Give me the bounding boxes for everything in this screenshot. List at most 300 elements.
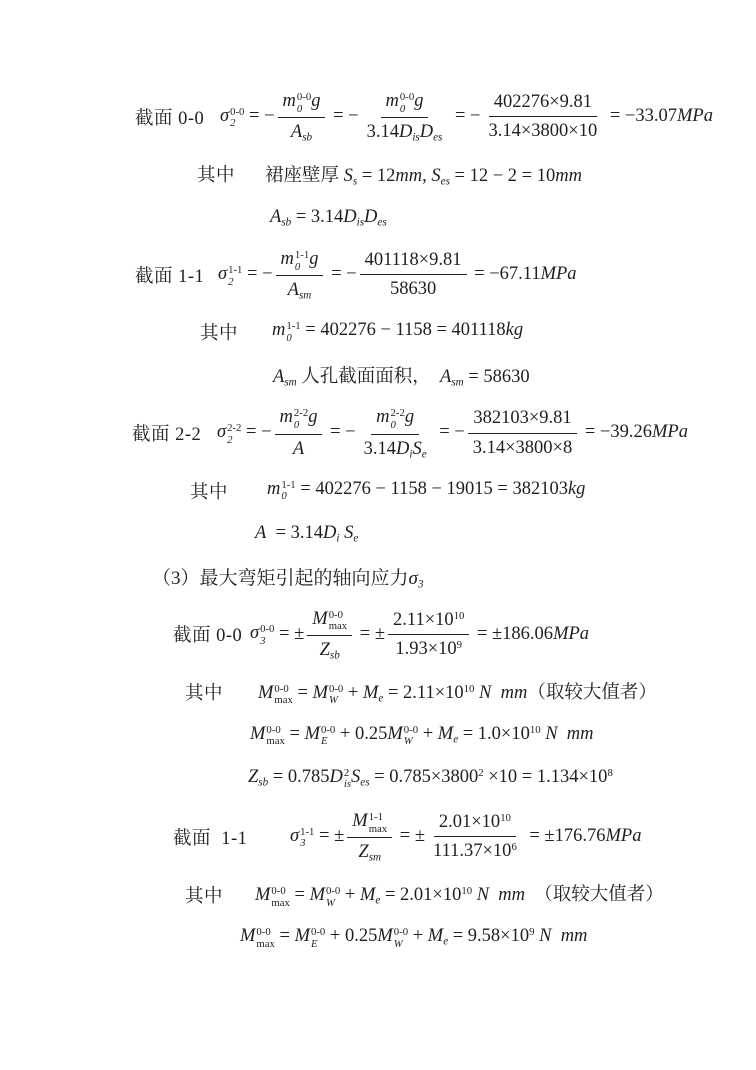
math-script-stack [295, 250, 309, 273]
math-text: = − [450, 105, 481, 126]
fraction-numerator [307, 606, 352, 636]
math-variable: m [385, 91, 399, 111]
math-text: 402276×9.81 [493, 92, 593, 113]
math-script-stack [230, 107, 244, 130]
math-subscript: max [368, 822, 388, 835]
math-subscript: sb [258, 776, 269, 789]
math-subscript: is [412, 131, 420, 144]
math-subscript: sm [284, 376, 297, 389]
math-variable-scripted [267, 478, 296, 503]
math-script-stack [329, 610, 347, 633]
math-text: 1.93×10 [395, 638, 457, 659]
math-subscript: 3 [260, 635, 266, 648]
fraction-numerator [468, 405, 576, 433]
math-superscript: 0-0 [266, 723, 281, 736]
math-variable: m [282, 91, 296, 111]
fraction-numerator [347, 808, 392, 838]
formula [220, 88, 713, 145]
math-script-stack [256, 927, 274, 950]
math-subscript: sb [281, 216, 292, 229]
math-variable: MPa [652, 422, 688, 443]
math-variable: M [304, 723, 320, 744]
formula [250, 606, 589, 663]
math-subscript: sm [451, 376, 464, 389]
math-subscript: e [353, 532, 359, 545]
math-variable: D [398, 122, 413, 143]
math-fraction [278, 88, 326, 145]
math-text: = − [434, 422, 465, 443]
math-text: = 3.14 [291, 206, 344, 227]
math-variable: M [427, 926, 444, 947]
math-variable: kg [567, 478, 586, 499]
math-subscript: i [409, 448, 413, 461]
math-subscript: sb [302, 131, 313, 144]
math-text: = 1.0×10 [458, 723, 530, 744]
math-script-stack [369, 812, 387, 835]
formula [270, 207, 387, 228]
math-fraction [362, 88, 448, 145]
math-text: = 2.11×10 [383, 682, 464, 703]
math-text: 2.01×10 [438, 812, 501, 833]
math-text: = − [325, 422, 356, 443]
math-text: = ± [355, 623, 385, 644]
math-script-stack [300, 827, 314, 850]
equation-row [0, 880, 756, 909]
math-superscript: 0-0 [230, 105, 245, 118]
math-variable: g [311, 91, 321, 111]
math-script-stack [311, 927, 325, 950]
math-text: + 0.25 [335, 723, 388, 744]
math-subscript: sm [298, 289, 312, 302]
math-variable: S [344, 523, 354, 544]
fraction-denominator [288, 435, 309, 462]
math-variable: M [352, 810, 368, 831]
math-text: 382103×9.81 [473, 408, 572, 429]
math-subscript: W [326, 896, 335, 909]
formula [272, 320, 523, 344]
fraction-denominator [353, 838, 386, 865]
math-text: = 2.01×10 [380, 885, 462, 906]
math-subscript: i [336, 532, 340, 545]
document-body [0, 88, 756, 952]
math-variable: M [362, 682, 379, 703]
equation-row [0, 88, 756, 145]
math-subscript: max [328, 620, 348, 633]
math-variable: σ [408, 568, 418, 590]
math-variable: M [387, 723, 403, 744]
math-superscript: 2-2 [293, 407, 309, 420]
math-text: 58630 [389, 279, 437, 300]
math-text: 3.14 [363, 438, 396, 459]
math-variable: M [437, 723, 454, 744]
math-subscript: e [443, 935, 449, 948]
math-fraction [276, 246, 324, 303]
math-script-stack [294, 408, 308, 431]
formula [273, 362, 530, 388]
fraction-denominator [359, 435, 432, 462]
equation-row [0, 246, 756, 303]
math-subscript: es [360, 776, 370, 789]
math-subscript: es [433, 131, 443, 144]
formula [240, 926, 587, 950]
math-text: 401118×9.81 [364, 250, 462, 271]
math-text: + [340, 885, 360, 906]
fraction-denominator [390, 635, 467, 662]
math-subscript: 2 [228, 275, 234, 288]
math-superscript: 0-0 [256, 926, 271, 939]
math-superscript: 1-1 [300, 825, 315, 838]
math-fraction [359, 404, 432, 461]
math-text: = [274, 926, 295, 947]
math-superscript: 1-1 [281, 478, 296, 491]
equation-row [0, 765, 756, 793]
math-text: + [343, 682, 363, 703]
math-variable: D [329, 766, 343, 787]
math-variable: g [308, 407, 318, 428]
math-variable: M [309, 885, 325, 906]
math-text: = ± [274, 623, 305, 644]
fraction-numerator [360, 247, 467, 275]
math-variable: A [287, 280, 299, 301]
math-text: = 12 [357, 166, 396, 187]
math-script-stack [271, 886, 289, 909]
equation-row [0, 808, 756, 865]
math-superscript: 0-0 [399, 91, 415, 103]
fraction-denominator [468, 434, 578, 461]
math-subscript: W [329, 694, 338, 707]
equation-row [0, 722, 756, 750]
formula [265, 161, 582, 187]
math-subscript: sm [368, 851, 382, 864]
equation-row [0, 477, 756, 505]
math-variable: σ [218, 264, 228, 285]
math-variable: m [267, 478, 281, 499]
math-text: = − [244, 105, 275, 126]
math-text: 2.11×10 [393, 609, 454, 630]
math-text: （取较大值者） [527, 682, 657, 703]
section-heading-row [0, 563, 756, 591]
equation-row [0, 318, 756, 346]
math-variable: M [377, 926, 393, 947]
math-superscript: 1-1 [294, 249, 310, 262]
math-text: = 0.785 [268, 766, 330, 787]
equation-label: 截面 0-0 [135, 108, 205, 129]
math-fraction [275, 404, 323, 461]
math-variable-scripted [218, 264, 243, 288]
math-text: 111.37×10 [433, 841, 512, 862]
math-variable: MPa [605, 825, 642, 846]
math-text: （取较大值者） [525, 885, 664, 906]
fraction-denominator [385, 275, 441, 302]
math-text: = − [328, 105, 359, 126]
equation-label: 其中 [185, 886, 224, 907]
math-variable-scripted [312, 682, 344, 707]
math-variable: N mm [474, 682, 528, 703]
math-variable: σ [217, 422, 227, 443]
math-superscript: 1-1 [368, 810, 383, 823]
math-variable: Z [358, 842, 369, 863]
math-variable: kg [505, 320, 524, 341]
formula [258, 678, 657, 707]
fraction-numerator [275, 404, 323, 434]
math-variable: D [343, 206, 357, 227]
equation-label: 截面 1-1 [173, 828, 248, 849]
math-exponent: 8 [607, 767, 613, 779]
math-text: = −39.26 [580, 422, 652, 443]
math-exponent: 6 [511, 841, 517, 854]
math-subscript: E [321, 735, 328, 748]
math-variable: m [272, 320, 286, 341]
math-fraction [428, 809, 522, 864]
math-script-stack [326, 886, 340, 909]
math-variable: M [294, 926, 310, 947]
math-subscript: e [453, 733, 459, 746]
math-subscript: W [393, 937, 403, 950]
math-variable: Z [319, 639, 330, 660]
math-text: = ± [395, 825, 425, 846]
math-variable-scripted [387, 723, 419, 748]
math-variable: M [359, 885, 376, 906]
math-variable: A [292, 438, 305, 459]
math-subscript: max [274, 694, 293, 707]
math-script-stack [260, 624, 274, 647]
math-variable: N mm [534, 926, 588, 947]
equation-label: 截面 0-0 [173, 626, 243, 647]
math-variable-scripted [280, 249, 310, 273]
math-text: , [422, 166, 432, 187]
math-variable: A [440, 367, 452, 388]
math-text: 3.14×3800×8 [472, 437, 573, 458]
math-text: = −67.11 [469, 264, 541, 285]
math-variable: M [240, 926, 256, 947]
math-superscript: 2-2 [390, 407, 405, 420]
section-heading-text [152, 563, 424, 590]
fraction-denominator [484, 117, 603, 144]
math-variable-scripted [282, 91, 312, 115]
math-text: = [292, 682, 313, 703]
math-superscript: 0-0 [403, 723, 419, 736]
math-variable-scripted [376, 407, 405, 431]
math-subscript: es [377, 216, 387, 229]
formula [290, 808, 641, 865]
math-text: = − [326, 264, 357, 285]
math-text: 3.14 [366, 122, 399, 143]
math-superscript: 0-0 [311, 926, 326, 939]
math-text: = 0.785×3800 [369, 766, 479, 787]
math-text: + 0.25 [325, 926, 378, 947]
math-variable: S [412, 438, 422, 459]
math-superscript: 2 [343, 766, 350, 779]
math-variable-scripted [220, 105, 245, 130]
math-superscript: 1-1 [286, 320, 301, 333]
formula [248, 767, 613, 791]
math-variable: mm [395, 166, 423, 187]
math-fraction [388, 607, 469, 662]
math-variable-scripted [377, 926, 409, 950]
math-subscript: 0 [294, 260, 301, 273]
math-superscript: 0-0 [321, 723, 336, 736]
math-script-stack [286, 321, 300, 344]
math-variable-scripted [309, 885, 341, 909]
fraction-numerator [489, 89, 597, 117]
fraction-numerator [434, 809, 516, 837]
formula [217, 404, 688, 461]
math-subscript: 3 [300, 837, 306, 850]
fraction-denominator [315, 636, 345, 663]
math-variable: M [250, 723, 266, 744]
math-text: 裙座壁厚 [265, 166, 344, 187]
fraction-denominator [428, 837, 522, 864]
fraction-numerator [381, 88, 429, 118]
equation-row [0, 678, 756, 707]
math-variable: M [255, 885, 271, 906]
math-subscript: is [343, 778, 352, 791]
math-subscript: 3 [417, 578, 424, 591]
equation-label: 其中 [185, 684, 224, 705]
math-superscript: 2-2 [227, 422, 242, 435]
math-variable: m [279, 407, 293, 428]
math-text: = [284, 723, 305, 744]
math-variable: M [258, 682, 274, 703]
fraction-numerator [276, 246, 324, 276]
math-variable-scripted [290, 825, 315, 850]
math-text: 3.14×3800×10 [488, 121, 598, 142]
math-variable: σ [250, 623, 260, 644]
math-superscript: 0-0 [326, 885, 341, 898]
math-variable: g [309, 249, 319, 270]
math-superscript: 0-0 [393, 926, 409, 939]
math-exponent: 10 [463, 682, 475, 695]
equation-row [0, 520, 756, 548]
math-subscript: 0 [399, 102, 406, 115]
math-text: + [418, 723, 438, 744]
math-subscript: 0 [296, 102, 303, 115]
math-variable: N mm [472, 885, 525, 906]
math-text: = 12 − 2 = 10 [449, 166, 556, 187]
math-variable: m [280, 249, 294, 270]
math-variable: mm [555, 166, 582, 187]
math-script-stack [321, 725, 335, 748]
equation-row [0, 404, 756, 461]
math-subscript: max [266, 735, 285, 748]
math-subscript: E [311, 937, 318, 950]
math-fraction [360, 247, 467, 302]
math-subscript: 0 [281, 490, 287, 503]
formula [255, 880, 664, 909]
math-subscript: e [421, 448, 427, 461]
math-subscript: es [440, 175, 450, 188]
math-variable-scripted [250, 623, 275, 648]
math-variable: σ [290, 825, 300, 846]
math-exponent: 10 [529, 724, 541, 736]
math-fraction [307, 606, 352, 663]
math-variable-scripted [279, 407, 309, 431]
math-variable: A [273, 367, 285, 388]
math-variable: S [343, 166, 353, 187]
fraction-denominator [286, 118, 317, 145]
math-superscript: 0-0 [329, 682, 344, 695]
math-variable-scripted [258, 682, 293, 707]
math-text: = −33.07 [605, 105, 677, 126]
math-variable: MPa [553, 623, 590, 644]
formula [250, 724, 594, 748]
math-text: = 402276 − 1158 − 19015 = 382103 [295, 478, 568, 499]
math-variable: D [364, 206, 378, 227]
math-variable: MPa [677, 105, 713, 126]
math-variable-scripted [312, 608, 348, 633]
math-fraction [484, 89, 603, 144]
math-script-stack [404, 725, 418, 748]
math-subscript: 2 [230, 117, 236, 130]
math-variable: g [414, 91, 424, 111]
math-variable: M [312, 682, 328, 703]
math-text: + [408, 926, 428, 947]
math-variable: D [395, 438, 410, 459]
math-text: = 9.58×10 [448, 926, 530, 947]
math-superscript: 0-0 [260, 623, 275, 636]
fraction-denominator [283, 276, 317, 303]
math-variable-scripted [255, 885, 290, 909]
math-variable: A [290, 122, 303, 143]
math-variable-scripted [240, 926, 275, 950]
math-variable-scripted [294, 926, 326, 950]
math-variable: σ [220, 105, 230, 126]
math-subscript: sb [329, 649, 340, 662]
math-variable: N mm [540, 723, 594, 744]
math-variable-scripted [385, 91, 415, 115]
math-superscript: 1-1 [228, 264, 243, 277]
fraction-denominator [362, 118, 448, 145]
math-text: = [289, 885, 310, 906]
math-variable: M [312, 608, 328, 629]
math-text: = − [242, 264, 273, 285]
math-subscript: 0 [293, 418, 300, 431]
math-exponent: 9 [529, 926, 535, 939]
math-script-stack [227, 423, 241, 446]
math-superscript: 0-0 [328, 608, 343, 621]
math-subscript: max [271, 896, 290, 909]
math-script-stack [400, 92, 414, 115]
fraction-numerator [278, 88, 326, 118]
math-variable-scripted [329, 766, 352, 791]
math-subscript: W [403, 735, 413, 748]
equation-label: 其中 [200, 324, 239, 345]
equation-label: 截面 2-2 [132, 425, 202, 445]
math-text: = 3.14 [266, 523, 323, 544]
math-variable-scripted [304, 723, 336, 748]
math-variable-scripted [250, 723, 285, 748]
math-variable: g [404, 407, 415, 428]
math-variable-scripted [352, 810, 388, 835]
math-variable: Z [248, 766, 259, 787]
math-variable-scripted [272, 320, 301, 344]
math-text: = ±186.06 [472, 623, 554, 644]
math-subscript: e [375, 894, 381, 907]
math-exponent: 10 [453, 609, 465, 622]
math-exponent: 2 [478, 767, 484, 779]
math-exponent: 10 [500, 812, 511, 825]
math-variable: S [431, 166, 441, 187]
equation-row [0, 203, 756, 231]
formula [267, 479, 585, 503]
equation-row [0, 606, 756, 663]
equation-row [0, 361, 756, 389]
math-subscript: 0 [286, 331, 292, 344]
math-script-stack [266, 725, 284, 748]
math-subscript: 2 [227, 433, 233, 446]
math-text: = ± [314, 825, 345, 846]
equation-label: 截面 1-1 [135, 266, 205, 287]
